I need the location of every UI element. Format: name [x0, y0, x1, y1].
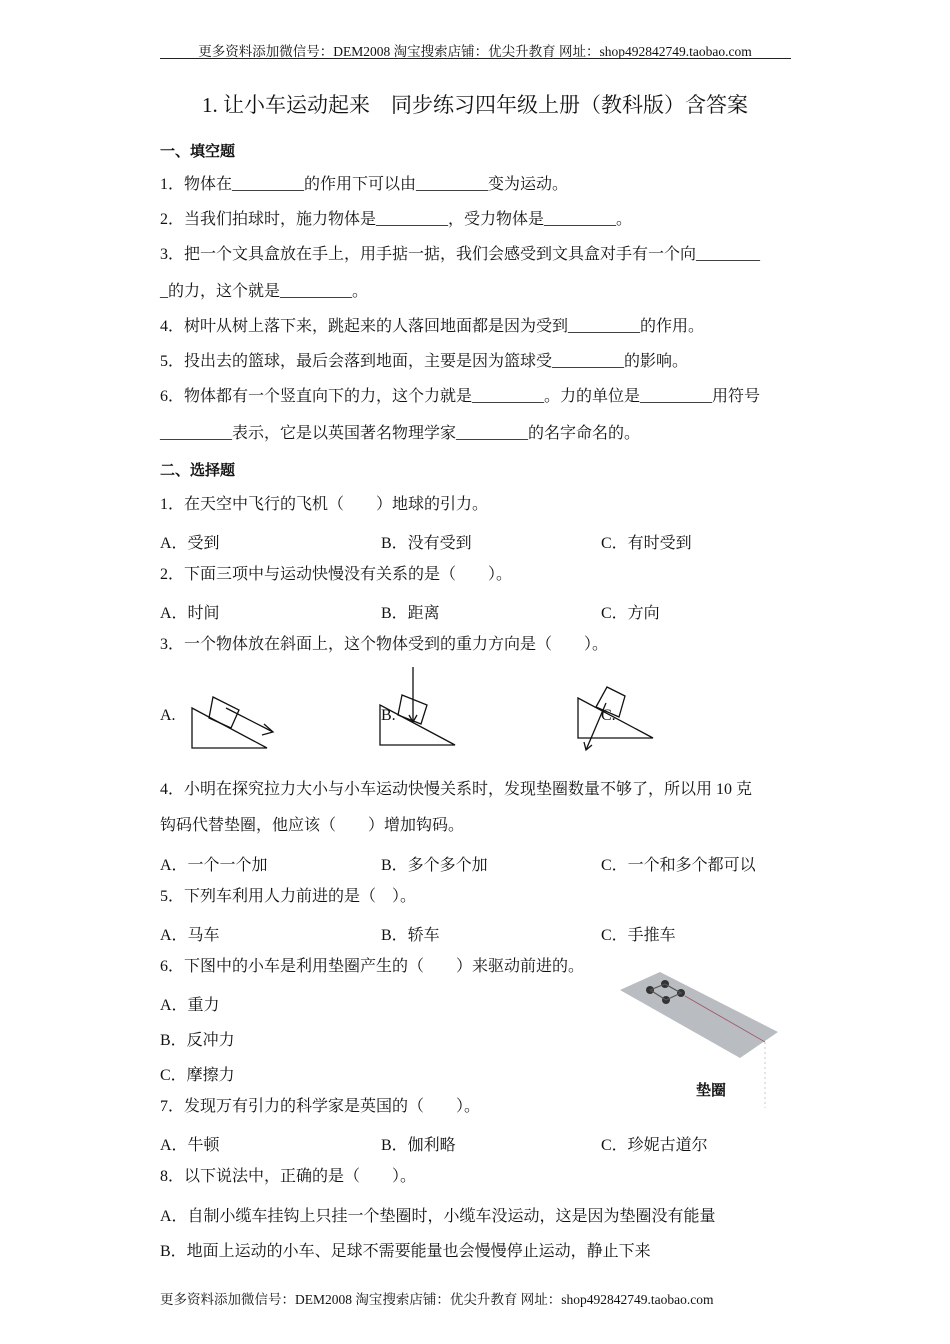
choice-question: 3．一个物体放在斜面上，这个物体受到的重力方向是（ ）。: [160, 636, 609, 653]
header-rule: [160, 58, 791, 59]
option-c: C.: [601, 707, 616, 724]
incline-diagram-a: [192, 697, 273, 748]
fill-question-cont: _________表示，它是以英国著名物理学家_________的名字命名的。: [160, 425, 641, 442]
fill-question: 1．物体在_________的作用下可以由_________变为运动。: [160, 176, 569, 193]
document-title: 1. 让小车运动起来 同步练习四年级上册（教科版）含答案: [202, 93, 748, 117]
choice-question: 6．下图中的小车是利用垫圈产生的（ ）来驱动前进的。: [160, 958, 585, 975]
option-c: C．方向: [601, 605, 660, 622]
fill-question: 6．物体都有一个竖直向下的力，这个力就是_________。力的单位是_________用符号: [160, 388, 761, 405]
option-b: B．多个多个加: [381, 857, 488, 874]
option-c: C．摩擦力: [160, 1067, 235, 1084]
option-c: C．珍妮古道尔: [601, 1137, 708, 1154]
option-c: C．一个和多个都可以: [601, 857, 756, 874]
option-a: A.: [160, 707, 176, 724]
incline-diagrams: [150, 660, 750, 760]
page-footer: 更多资料添加微信号：DEM2008 淘宝搜索店铺：优尖升教育 网址：shop492842749.taobao.com: [160, 1292, 714, 1307]
washer-label: 垫圈: [696, 1081, 727, 1099]
fill-question-cont: _的力，这个就是_________。: [160, 283, 369, 300]
option-a: A．自制小缆车挂钩上只挂一个垫圈时，小缆车没运动，这是因为垫圈没有能量: [160, 1208, 716, 1225]
option-b: B．距离: [381, 605, 440, 622]
option-c: C．有时受到: [601, 535, 692, 552]
option-b: B．地面上运动的小车、足球不需要能量也会慢慢停止运动，静止下来: [160, 1243, 651, 1260]
fill-question: 4．树叶从树上落下来，跳起来的人落回地面都是因为受到_________的作用。: [160, 318, 705, 335]
option-b: B.: [381, 707, 396, 724]
option-a: A．重力: [160, 997, 220, 1014]
choice-question: 2．下面三项中与运动快慢没有关系的是（ ）。: [160, 566, 513, 583]
option-b: B．没有受到: [381, 535, 472, 552]
choice-question: 1．在天空中飞行的飞机（ ）地球的引力。: [160, 496, 489, 513]
incline-diagram-b: [380, 667, 455, 745]
section-heading: 一、填空题: [160, 144, 236, 160]
option-a: A．马车: [160, 927, 220, 944]
choice-question: 4．小明在探究拉力大小与小车运动快慢关系时，发现垫圈数量不够了，所以用 10 克: [160, 781, 753, 798]
fill-question: 2．当我们拍球时，施力物体是_________，受力物体是_________。: [160, 211, 633, 228]
option-b: B．轿车: [381, 927, 440, 944]
choice-question: 8．以下说法中，正确的是（ ）。: [160, 1168, 417, 1185]
choice-question: 5．下列车利用人力前进的是（ ）。: [160, 888, 417, 905]
section-heading: 二、选择题: [160, 463, 236, 479]
option-b: B．反冲力: [160, 1032, 235, 1049]
option-a: A．牛顿: [160, 1137, 220, 1154]
fill-question: 3．把一个文具盒放在手上，用手掂一掂，我们会感受到文具盒对手有一个向________: [160, 246, 761, 263]
choice-question-cont: 钩码代替垫圈，他应该（ ）增加钩码。: [160, 817, 465, 834]
option-b: B．伽利略: [381, 1137, 456, 1154]
option-a: A．一个一个加: [160, 857, 268, 874]
incline-diagram-c: [578, 687, 653, 750]
fill-question: 5．投出去的篮球，最后会落到地面，主要是因为篮球受_________的影响。: [160, 353, 689, 370]
option-c: C．手推车: [601, 927, 676, 944]
choice-question: 7．发现万有引力的科学家是英国的（ ）。: [160, 1098, 481, 1115]
option-a: A．时间: [160, 605, 220, 622]
page-header: 更多资料添加微信号：DEM2008 淘宝搜索店铺：优尖升教育 网址：shop492842749.taobao.com: [198, 44, 752, 59]
option-a: A．受到: [160, 535, 220, 552]
